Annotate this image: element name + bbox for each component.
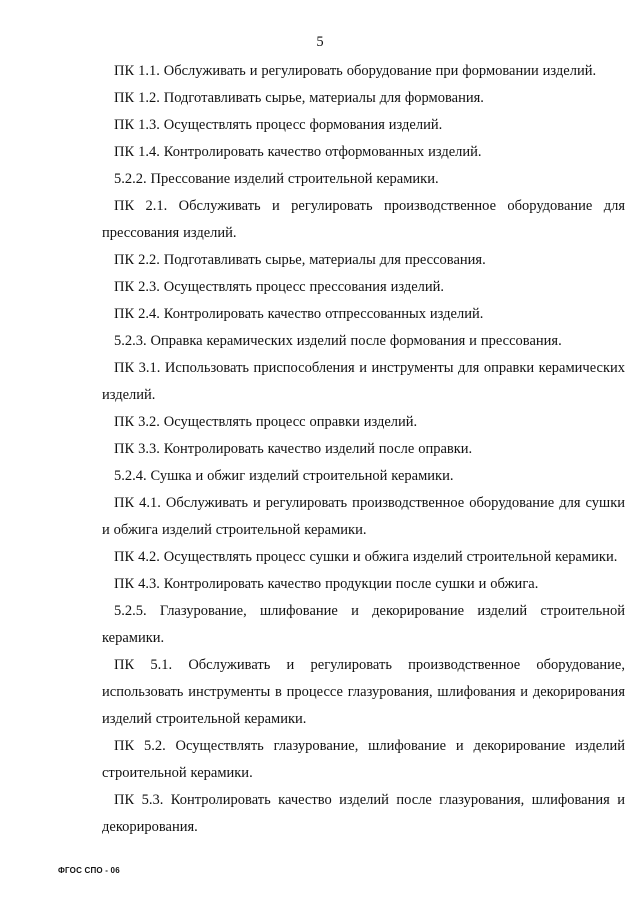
footer-document-code: ФГОС СПО - 06 — [58, 866, 120, 875]
competency-5-3: ПК 5.3. Контролировать качество изделий после глазурования, шлифования и декорирования. — [102, 792, 625, 835]
competency-1-2: ПК 1.2. Подготавливать сырье, материалы для формования. — [114, 90, 484, 106]
competency-5-1: ПК 5.1. Обслуживать и регулировать производственное оборудование, использовать инструменты в процессе глазурования, шлифования и декорирования изделий строительной керамики. — [102, 657, 625, 727]
section-heading-5-2-5: 5.2.5. Глазурование, шлифование и декорирование изделий строительной керамики. — [102, 603, 625, 646]
competency-3-2: ПК 3.2. Осуществлять процесс оправки изделий. — [114, 414, 418, 430]
section-heading-5-2-3: 5.2.3. Оправка керамических изделий после формования и прессования. — [114, 333, 562, 349]
competency-2-3: ПК 2.3. Осуществлять процесс прессования изделий. — [114, 279, 445, 295]
competency-4-3: ПК 4.3. Контролировать качество продукции после сушки и обжига. — [114, 576, 539, 592]
competency-2-4: ПК 2.4. Контролировать качество отпрессованных изделий. — [114, 306, 484, 322]
competency-1-1: ПК 1.1. Обслуживать и регулировать оборудование при формовании изделий. — [114, 63, 597, 79]
competency-5-2: ПК 5.2. Осуществлять глазурование, шлифование и декорирование изделий строительной керамики. — [102, 738, 625, 781]
competency-4-2: ПК 4.2. Осуществлять процесс сушки и обжига изделий строительной керамики. — [114, 549, 618, 565]
competency-2-1: ПК 2.1. Обслуживать и регулировать производственное оборудование для прессования изделий. — [102, 198, 625, 241]
document-body — [102, 58, 625, 841]
page-number: 5 — [316, 34, 324, 50]
competency-2-2: ПК 2.2. Подготавливать сырье, материалы для прессования. — [114, 252, 486, 268]
competency-3-1: ПК 3.1. Использовать приспособления и инструменты для оправки керамических изделий. — [102, 360, 625, 403]
section-heading-5-2-4: 5.2.4. Сушка и обжиг изделий строительной керамики. — [114, 468, 454, 484]
competency-1-4: ПК 1.4. Контролировать качество отформованных изделий. — [114, 144, 482, 160]
competency-1-3: ПК 1.3. Осуществлять процесс формования изделий. — [114, 117, 443, 133]
competency-4-1: ПК 4.1. Обслуживать и регулировать производственное оборудование для сушки и обжига изделий строительной керамики. — [102, 495, 625, 538]
section-heading-5-2-2: 5.2.2. Прессование изделий строительной керамики. — [114, 171, 439, 187]
competency-3-3: ПК 3.3. Контролировать качество изделий после оправки. — [114, 441, 473, 457]
